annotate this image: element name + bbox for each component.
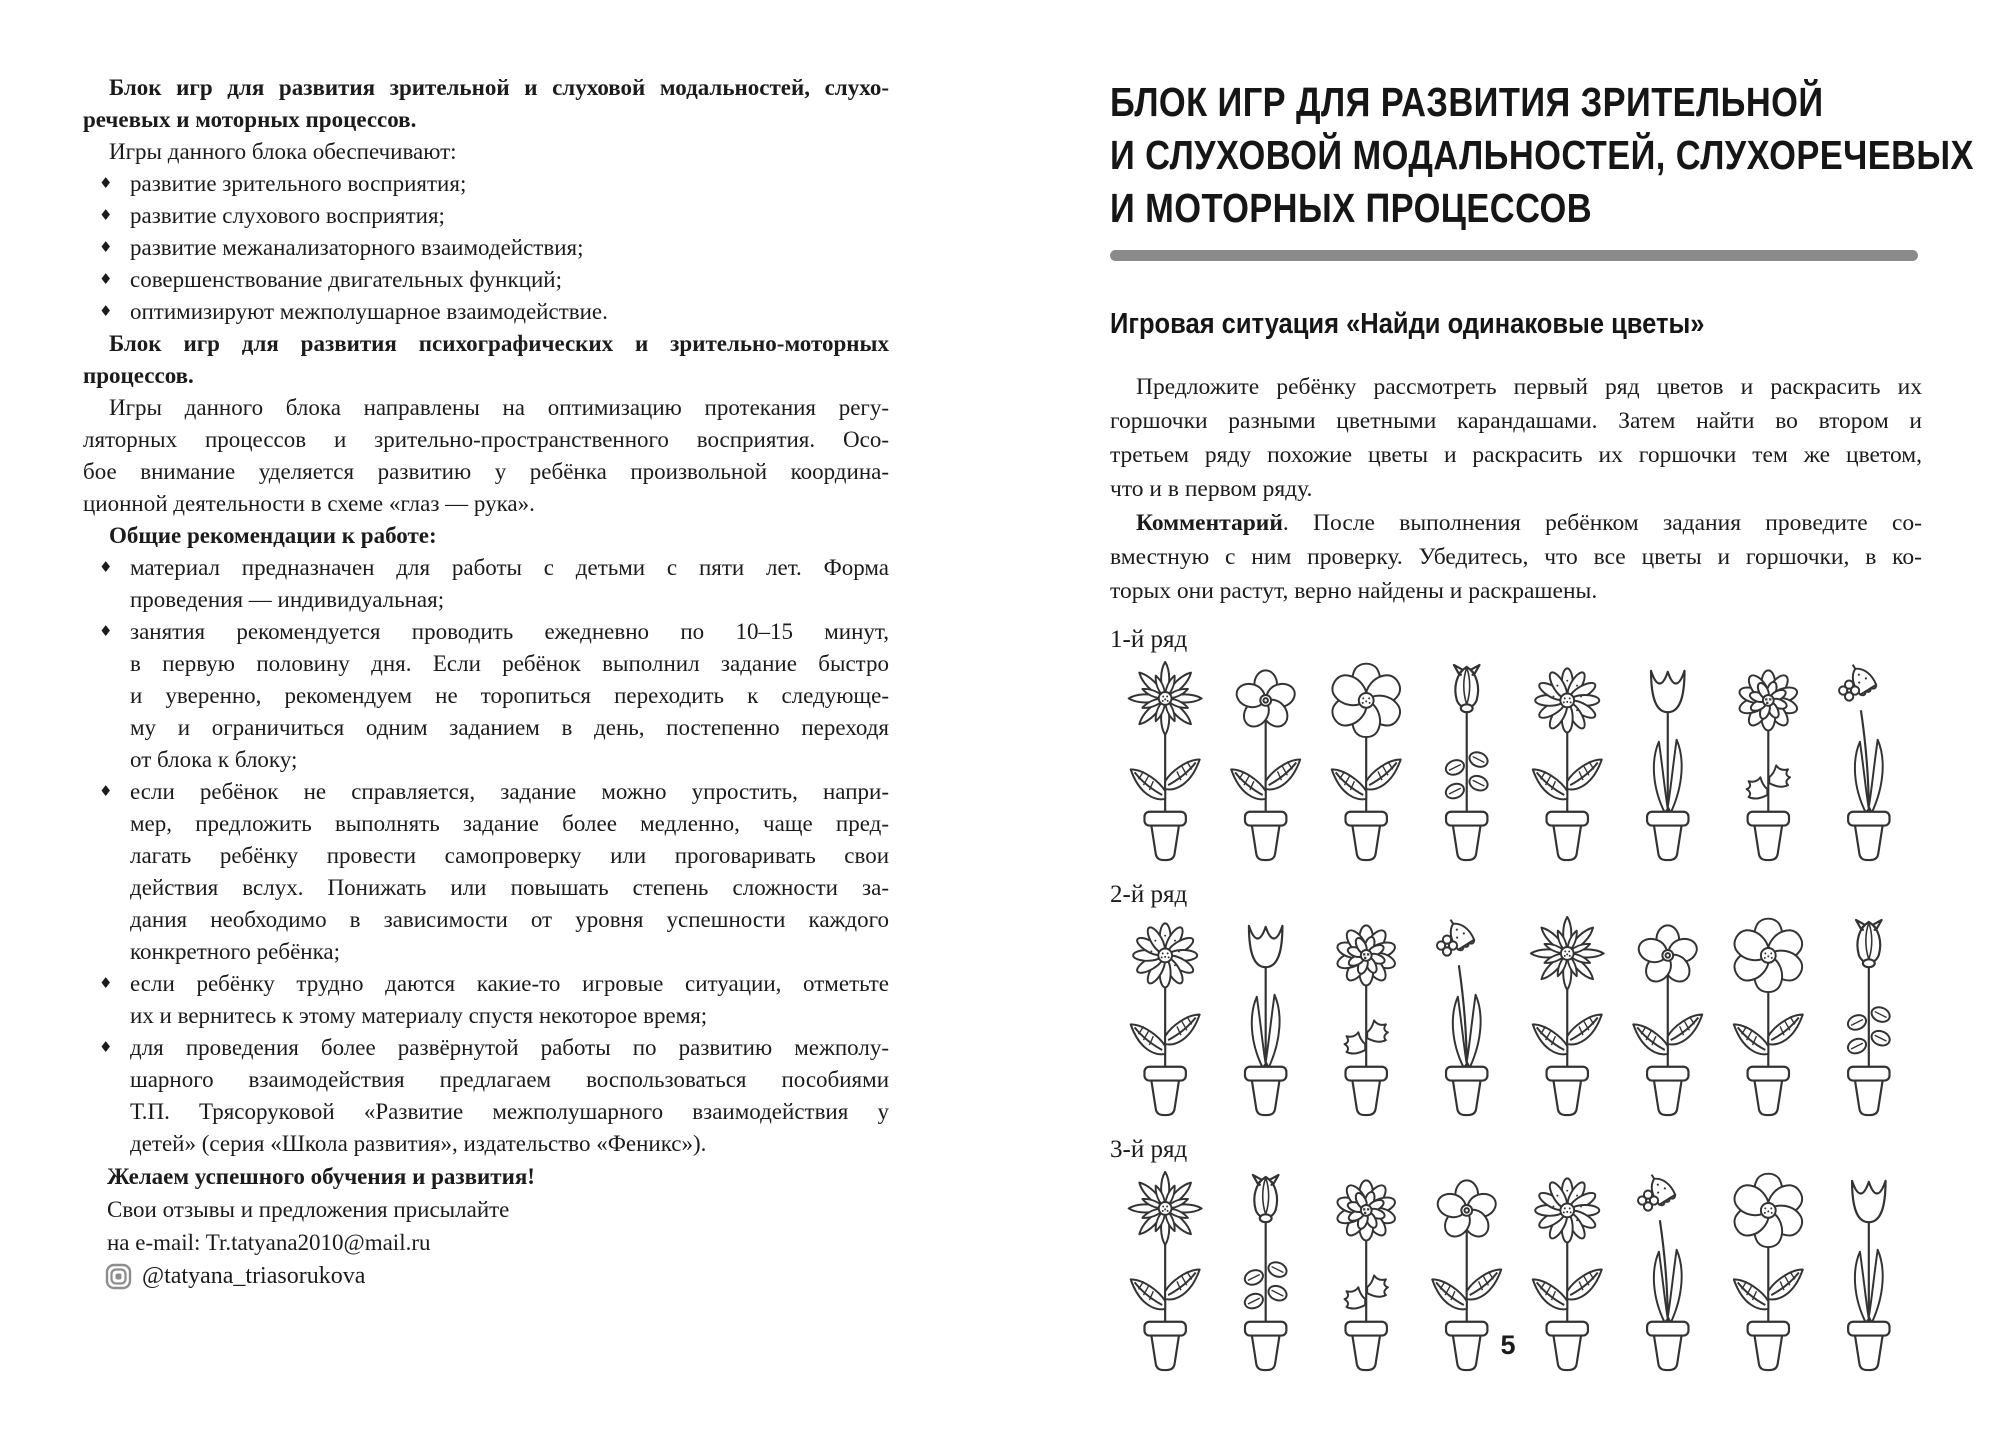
footer-feedback-line: Свои отзывы и предложения присылайте xyxy=(107,1197,510,1222)
text-line: что и в первом ряду. xyxy=(1110,476,1313,502)
bullet-diamond-icon: ♦ xyxy=(99,238,113,256)
flower-peony xyxy=(1328,664,1405,860)
row-label: 3-й ряд xyxy=(1110,1136,1188,1163)
chapter-title-line: И МОТОРНЫХ ПРОЦЕССОВ xyxy=(1110,185,1593,231)
flower-tulipbud xyxy=(1243,1175,1289,1370)
paragraph xyxy=(83,72,889,136)
title-rule xyxy=(1110,250,1918,261)
text-line: Т.П. Трясоруковой «Развитие межполушарного взаимодействия у xyxy=(130,1099,889,1124)
social-handle: @tatyana_triasorukova xyxy=(142,1263,366,1289)
flower-tulipbud xyxy=(1846,920,1892,1115)
text-line: речевых и моторных процессов. xyxy=(83,107,417,132)
flower-row-svg-2 xyxy=(1110,914,1922,1118)
instagram-icon xyxy=(105,1263,132,1290)
bullet-diamond-icon: ♦ xyxy=(99,174,113,192)
bullet-item xyxy=(83,1032,889,1160)
flower-star xyxy=(1129,662,1202,860)
game-situation-title: Игровая ситуация «Найди одинаковые цветы» xyxy=(1110,308,1705,340)
text-line: Общие рекомендации к работе: xyxy=(109,523,437,548)
text-line: от блока к блоку; xyxy=(130,747,298,772)
text-line: Блок игр для развития зрительной и слуховой модальностей, слухо- xyxy=(109,75,889,100)
text-line: третьем ряду похожие цветы и раскрасить их горшочки тем же цветом, xyxy=(1110,442,1922,468)
text-line: для проведения более развёрнутой работы по развитию межполу- xyxy=(130,1035,889,1060)
bullet-item xyxy=(83,616,889,776)
text-line: Комментарий. После выполнения ребёнком задания проведите со- xyxy=(1136,510,1922,536)
text-line: мер, предложить выполнять задание более медленно, чаще пред- xyxy=(130,811,889,836)
flower-peony xyxy=(1730,1174,1807,1370)
social-line xyxy=(83,1263,889,1290)
bullet-item xyxy=(83,232,889,264)
footer-email-line: на e-mail: Tr.tatyana2010@mail.ru xyxy=(107,1230,431,1255)
bullet-item xyxy=(83,968,889,1032)
flower-daisy xyxy=(1533,1178,1602,1370)
bullet-item xyxy=(83,200,889,232)
text-line: развитие межанализаторного взаимодействия; xyxy=(130,235,584,260)
text-line: проведения — индивидуальная; xyxy=(130,587,445,612)
text-line: ционной деятельности в схеме «глаз — рука». xyxy=(83,491,535,516)
paragraph xyxy=(83,136,889,168)
bullet-item xyxy=(83,264,889,296)
flower-bell xyxy=(1839,659,1889,860)
chapter-title xyxy=(1110,76,1974,235)
bullet-item xyxy=(83,168,889,200)
bullet-item xyxy=(83,776,889,968)
text-line: развитие слухового восприятия; xyxy=(130,203,445,228)
flower-star xyxy=(1531,917,1604,1115)
flower-tulip xyxy=(1245,926,1286,1115)
chapter-title-line: БЛОК ИГР ДЛЯ РАЗВИТИЯ ЗРИТЕЛЬНОЙ xyxy=(1110,79,1824,125)
text-line: вместную с ним проверку. Убедитесь, что все цветы и горшочки, в ко- xyxy=(1110,544,1922,570)
text-line: материал предназначен для работы с детьми с пяти лет. Форма xyxy=(130,555,889,580)
left-page-text-column xyxy=(83,72,889,1290)
text-line: Игры данного блока направлены на оптимизацию протекания регу- xyxy=(109,395,889,420)
text-line: оптимизируют межполушарное взаимодействие. xyxy=(130,299,608,324)
text-line: развитие зрительного восприятия; xyxy=(130,171,467,196)
flower-daisy xyxy=(1131,923,1200,1115)
bullet-diamond-icon: ♦ xyxy=(99,302,113,320)
flower-tulip xyxy=(1647,671,1688,860)
text-line: действия вслух. Понижать или повышать степень сложности за- xyxy=(130,875,889,900)
paragraph xyxy=(83,392,889,520)
bullet-item xyxy=(83,296,889,328)
right-page-column xyxy=(1110,76,1974,1373)
text-line: и уверенно, рекомендуем не торопиться переходить к следующе- xyxy=(130,683,889,708)
left-page-body xyxy=(83,72,889,1160)
bullet-diamond-icon: ♦ xyxy=(99,558,113,576)
text-line: Блок игр для развития психографических и зрительно-моторных xyxy=(109,331,889,356)
flower-peony xyxy=(1730,919,1807,1115)
paragraph xyxy=(83,328,889,392)
paragraph xyxy=(1110,370,1922,506)
bullet-diamond-icon: ♦ xyxy=(99,622,113,640)
text-line: бое внимание уделяется развитию у ребёнка произвольной координа- xyxy=(83,459,889,484)
text-line: торых они растут, верно найдены и раскрашены. xyxy=(1110,578,1598,604)
text-line: их и вернитесь к этому материалу спустя некоторое время; xyxy=(130,1003,708,1028)
bullet-diamond-icon: ♦ xyxy=(99,206,113,224)
flower-bell xyxy=(1437,914,1487,1115)
text-line: если ребёнку трудно даются какие-то игровые ситуации, отметьте xyxy=(130,971,889,996)
text-line: конкретного ребёнка; xyxy=(130,939,341,964)
text-line: детей» (серия «Школа развития», издательство «Феникс»). xyxy=(130,1131,707,1156)
text-line: совершенствование двигательных функций; xyxy=(130,267,562,292)
text-line: в первую половину дня. Если ребёнок выполнил задание быстро xyxy=(130,651,889,676)
right-page-body xyxy=(1110,370,1922,608)
flower-tulipbud xyxy=(1444,665,1490,860)
flower-pansy xyxy=(1633,925,1702,1115)
flower-rows xyxy=(1110,625,1922,1373)
page-number: 5 xyxy=(1500,1330,1516,1360)
text-line: Игры данного блока обеспечивают: xyxy=(109,139,457,164)
bullet-item xyxy=(83,552,889,616)
text-line: процессов. xyxy=(83,363,194,388)
flower-star xyxy=(1129,1172,1202,1370)
chapter-title-line: И СЛУХОВОЙ МОДАЛЬНОСТЕЙ, СЛУХОРЕЧЕВЫХ xyxy=(1110,132,1974,178)
text-line: му и ограничиться одним заданием в день, постепенно переходя xyxy=(130,715,889,740)
text-line: занятия рекомендуется проводить ежедневно по 10–15 минут, xyxy=(130,619,889,644)
text-line: лагать ребёнку провести самопроверку или проговаривать свои xyxy=(130,843,889,868)
flower-pansy xyxy=(1231,670,1300,860)
text-line: горшочки разными цветными карандашами. Затем найти во втором и xyxy=(1110,408,1922,434)
bullet-diamond-icon: ♦ xyxy=(99,782,113,800)
flower-row-svg-1 xyxy=(1110,659,1922,863)
flower-daisy xyxy=(1533,668,1602,860)
flower-layered xyxy=(1738,670,1799,860)
row-label: 2-й ряд xyxy=(1110,881,1188,908)
flower-layered xyxy=(1335,925,1396,1115)
bullet-diamond-icon: ♦ xyxy=(99,270,113,288)
text-line: шарного взаимодействия предлагаем воспользоваться пособиями xyxy=(130,1067,889,1092)
bullet-diamond-icon: ♦ xyxy=(99,1038,113,1056)
row-label: 1-й ряд xyxy=(1110,626,1188,653)
flower-tulip xyxy=(1848,1181,1889,1370)
paragraph xyxy=(83,520,889,552)
text-line: дания необходимо в зависимости от уровня успешности каждого xyxy=(130,907,889,932)
bullet-diamond-icon: ♦ xyxy=(99,974,113,992)
footer-wish-line: Желаем успешного обучения и развития! xyxy=(107,1164,535,1189)
text-line: Предложите ребёнку рассмотреть первый ряд цветов и раскрасить их xyxy=(1136,374,1922,400)
flower-bell xyxy=(1638,1169,1688,1370)
text-line: если ребёнок не справляется, задание можно упростить, напри- xyxy=(130,779,889,804)
flower-layered xyxy=(1335,1180,1396,1370)
text-line: ляторных процессов и зрительно-пространственного восприятия. Осо- xyxy=(83,427,889,452)
paragraph xyxy=(1110,506,1922,608)
